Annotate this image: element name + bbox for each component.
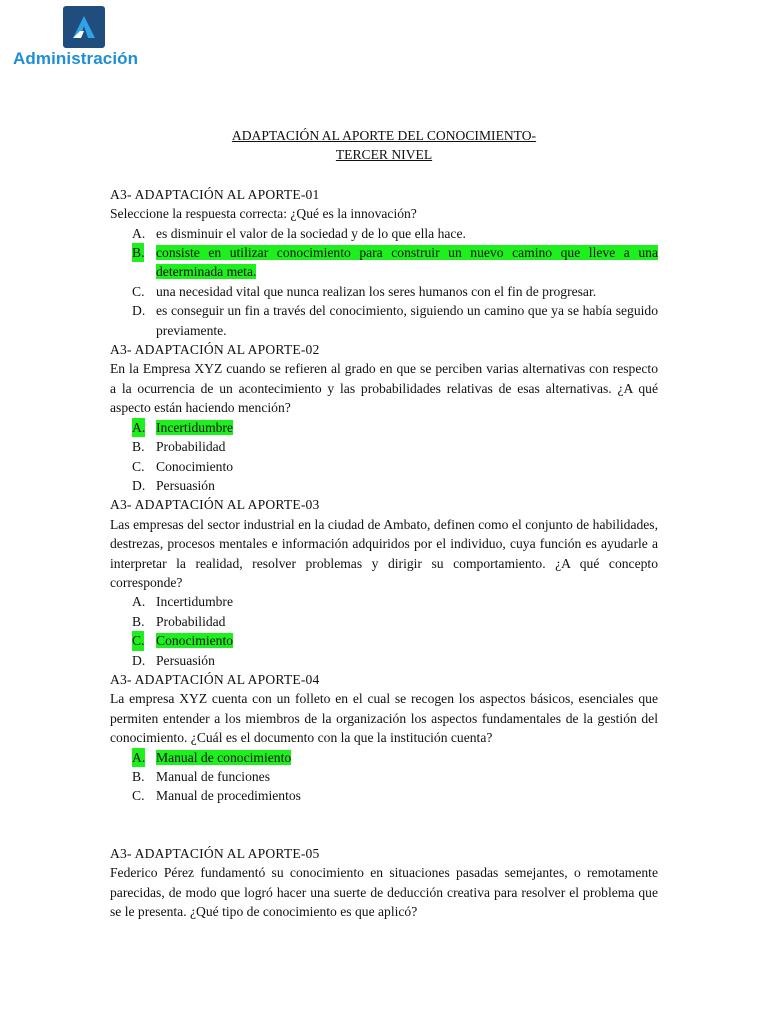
answer-option [110, 612, 658, 631]
answer-option [110, 437, 658, 456]
option-letter: D. [132, 477, 146, 493]
answer-option [110, 457, 658, 476]
option-text: es disminuir el valor de la sociedad y de lo que ella hace. [156, 225, 466, 241]
option-letter: D. [132, 303, 146, 319]
administracion-logo-icon [63, 6, 105, 48]
answer-option [110, 592, 658, 611]
answer-options [110, 418, 658, 496]
answer-options [110, 748, 658, 806]
question-text: Federico Pérez fundamentó su conocimiento en situaciones pasadas semejantes, o remotamente parecidas, de modo que logró hacer una suerte de deducción creativa para resolver el problema que se le presenta. ¿Qué tipo de conocimiento es que aplicó? [110, 865, 658, 920]
answer-option [110, 301, 658, 340]
option-text: Conocimiento [156, 458, 234, 474]
spacer [110, 806, 658, 844]
option-text: Manual de procedimientos [156, 788, 301, 804]
answer-option [110, 631, 658, 650]
answer-option [110, 243, 658, 282]
question-block [110, 495, 658, 670]
correct-answer-text: Manual de conocimiento [156, 749, 292, 765]
option-letter: B. [132, 243, 144, 262]
option-text: Incertidumbre [156, 594, 233, 610]
question-text: La empresa XYZ cuenta con un folleto en el cual se recogen los aspectos básicos, esenciales que permiten entender a los miembros de la organización los aspectos fundamentales de la gestión del conocimiento. ¿Cuál es el documento con la que la institución cuenta? [110, 691, 658, 746]
question-text: Las empresas del sector industrial en la ciudad de Ambato, definen como el conjunto de habilidades, destrezas, procesos mentales e información adquiridos por el individuo, cuya función es ayudarle a interpretar la realidad, resolver problemas y dirigir su comportamiento. ¿A qué concepto corresponde? [110, 516, 658, 590]
answer-option [110, 767, 658, 786]
answer-option [110, 651, 658, 670]
option-letter: C. [132, 788, 145, 804]
option-letter: A. [132, 748, 145, 767]
document-title-line1: ADAPTACIÓN AL APORTE DEL CONOCIMIENTO- [231, 128, 537, 143]
answer-option [110, 224, 658, 243]
question-block [110, 185, 658, 340]
option-text: es conseguir un fin a través del conocimiento, siguiendo un camino que ya se había seguido previamente. [156, 303, 658, 338]
question-heading: A3- ADAPTACIÓN AL APORTE-05 [110, 845, 320, 861]
answer-option [110, 476, 658, 495]
question-block [110, 340, 658, 495]
document-body [110, 126, 658, 921]
option-letter: B. [132, 439, 145, 455]
correct-answer-text: consiste en utilizar conocimiento para construir un nuevo camino que lleve a una determinada meta. [156, 245, 658, 280]
answer-option [110, 748, 658, 767]
option-text: una necesidad vital que nunca realizan los seres humanos con el fin de progresar. [156, 283, 597, 299]
correct-answer-text: Incertidumbre [156, 419, 233, 435]
option-letter: B. [132, 613, 145, 629]
correct-answer-text: Conocimiento [156, 633, 234, 649]
question-block [110, 670, 658, 806]
option-letter: D. [132, 652, 146, 668]
answer-option [110, 418, 658, 437]
document-title-line2: TERCER NIVEL [335, 147, 433, 163]
option-letter: C. [132, 283, 145, 299]
question-text: Seleccione la respuesta correcta: ¿Qué es la innovación? [110, 206, 417, 222]
question-heading: A3- ADAPTACIÓN AL APORTE-03 [110, 497, 320, 513]
option-text: Persuasión [156, 477, 215, 493]
question-text: En la Empresa XYZ cuando se refieren al grado en que se perciben varias alternativas con respecto a la ocurrencia de un acontecimiento y las probabilidades relativas de esas alternativas. ¿A qué aspecto están haciendo mención? [110, 361, 658, 416]
answer-option [110, 282, 658, 301]
question-heading: A3- ADAPTACIÓN AL APORTE-02 [110, 342, 320, 358]
option-text: Persuasión [156, 652, 215, 668]
answer-options [110, 592, 658, 670]
option-text: Probabilidad [156, 613, 226, 629]
option-letter: A. [132, 594, 146, 610]
answer-options [110, 224, 658, 340]
question-block [110, 806, 658, 922]
brand [13, 6, 163, 69]
option-letter: A. [132, 418, 145, 437]
option-letter: A. [132, 225, 146, 241]
answer-option [110, 786, 658, 805]
option-letter: C. [132, 458, 145, 474]
option-letter: B. [132, 769, 145, 784]
option-text: Probabilidad [156, 439, 226, 455]
question-list [110, 185, 658, 922]
brand-name: Administración [13, 49, 139, 68]
question-heading: A3- ADAPTACIÓN AL APORTE-04 [110, 671, 320, 687]
option-letter: C. [132, 631, 144, 650]
question-heading: A3- ADAPTACIÓN AL APORTE-01 [110, 186, 320, 202]
option-text: Manual de funciones [156, 769, 271, 784]
